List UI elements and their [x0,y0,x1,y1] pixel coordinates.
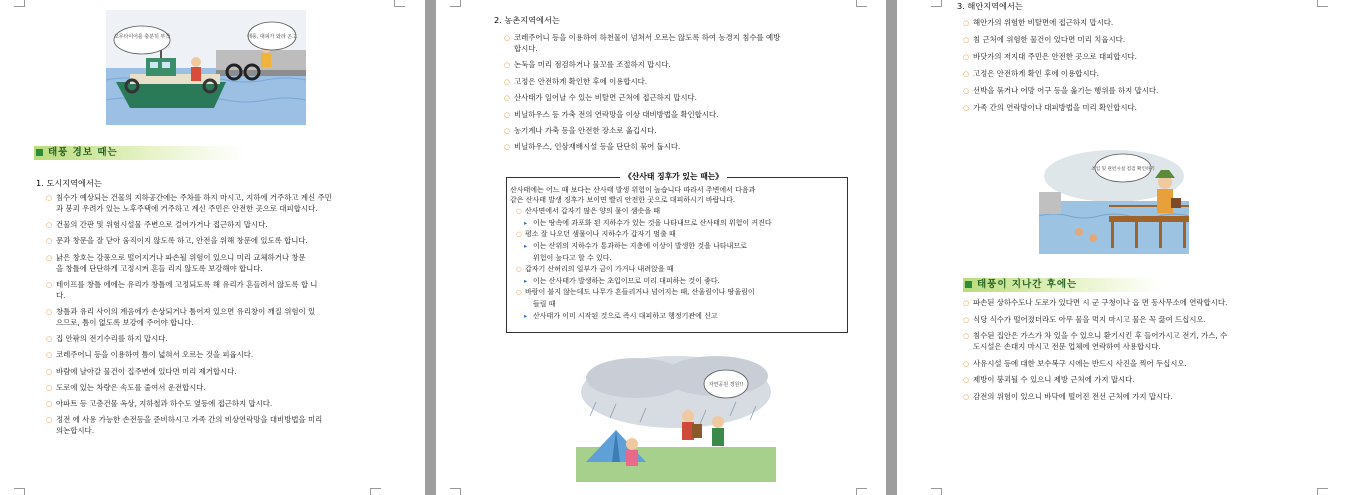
list-item: ○ 사유시설 등에 대한 보수복구 시에는 반드시 사진을 찍어 두십시오. [963,359,1187,369]
heading-urban: 1. 도시지역에서는 [36,178,102,188]
list-item: ○ 고정은 안전하게 확인 후에 이용합시다. [963,69,1099,79]
list-item: ○ 도로에 있는 차량은 속도를 줄여서 운전합시다. [46,383,206,393]
box-line: ○ 산사면에서 갑자기 많은 양의 물이 샘솟을 때 [516,207,660,217]
crop-mark [394,0,405,7]
list-item: 의논합시다. [56,426,95,436]
list-item: ○ 고정은 안전하게 확인한 후에 이용합시다. [504,77,647,87]
box-line: ○ 평소 잘 나오던 샘물이나 지하수가 갑자기 멈출 때 [516,230,676,240]
list-item: ○ 코레주어니 등을 이용하여 하천물이 넘쳐서 오르는 않도록 하여 농경지 침수를 예방 [504,33,780,43]
list-item: 으므로, 틈이 없도록 보강에 주어야 합니다. [56,318,194,327]
crop-mark [1317,488,1328,495]
list-item: ○ 바람에 날아갈 물건이 집주변에 있다면 미리 제거합시다. [46,367,237,377]
crop-mark [856,488,867,495]
list-item: ○ 침 근처에 위험한 물건이 있다면 미리 치웁시다. [963,35,1125,45]
crop-mark [931,488,942,495]
list-item: ○ 가족 간의 연락망이나 대피방법을 미리 확인합시다. [963,103,1137,113]
list-item: ○ 문과 창문을 잘 닫아 움직이지 않도록 하고, 안전을 위해 창문에 있도록 합니다. [46,236,308,246]
section-bar-typhoon-warning [34,146,244,160]
crop-mark [14,0,25,7]
box-line: 위험이 높다고 할 수 있다. [533,253,612,262]
list-item: ○ 건물의 간판 및 위험시설물 주변으로 걸어가거나 접근하지 맙시다. [46,220,268,230]
list-item: ○ 논둑을 미리 점검하거나 물꼬를 조절하지 맙시다. [504,60,671,70]
box-line: ○ 바람이 불지 않는데도 나무가 흔들리거나 넘어지는 때, 산울림이나 땅울림이 [516,288,755,298]
crop-mark [931,0,942,7]
list-item: 을 창틀에 단단하게 고정시켜 흔들 리지 않도록 보강해야 합니다. [56,263,263,273]
box-intro-line: 같은 산사태 발생 징후가 보이면 빨리 안전한 곳으로 대피하시기 바랍니다. [510,195,736,204]
list-item: 도시설은 손대지 마시고 전문 업체에 연락하여 사용합시다. [973,342,1161,351]
box-intro-line: 산사태에는 어느 때 보다는 산사태 발생 위험이 높습니다 따라서 주변에서 다음과 [510,186,756,194]
list-item: ○ 해안가의 위험한 비탈면에 접근하지 맙시다. [963,18,1113,28]
list-item: ○ 비닐하우스, 인삼재배시설 등을 단단히 묶어 둡시다. [504,142,680,152]
section-square-icon [965,281,972,288]
list-item: ○ 제방이 붕괴될 수 있으니 제방 근처에 가지 맙시다. [963,375,1135,385]
list-item: ○ 파손된 상하수도나 도로가 있다면 시 군 구청이나 읍 면 동사무소에 연락합시다. [963,298,1227,308]
box-line: 들릴 때 [533,300,556,308]
box-line: ▸ 산사태가 이미 시작된 것으로 즉시 대피하고 행정기관에 신고 [524,312,718,322]
section-title: 태풍이 지나간 후에는 [977,279,1078,290]
bubble-fisherman-text: 조업 및 관련시설 점검 확인하기 [1091,167,1155,172]
heading-coastal: 3. 해안지역에서는 [957,1,1023,11]
list-item: ○ 감전의 위험이 있으니 바닥에 떨어진 전선 근처에 가지 맙시다. [963,392,1173,402]
harbor-boat-illustration [106,10,306,125]
bubble-right-line: 태풍, 대피가 와라 곤고 [247,34,297,40]
fisherman-pier-illustration [1039,146,1189,254]
list-item: 다. [56,290,66,300]
list-item: ○ 비닐하우스 등 가축 전의 연락망을 이상 대비방법을 확인합시다. [504,110,718,120]
list-item: ○ 침수된 집안은 가스가 차 있을 수 있으니 환기시킨 후 들어가시고 전기, 가스, 수 [963,331,1227,341]
box-line: ▸ 이는 산위의 지하수가 통과하는 지층에 이상이 발생한 것을 나타내므로 [524,242,747,252]
section-title: 태풍 경보 때는 [48,147,118,158]
document-page-2 [436,0,886,495]
document-page-3 [897,0,1347,495]
box-line: ○ 갑자기 산허리의 일부가 금이 가거나 내려앉을 때 [516,265,674,275]
crop-mark [856,0,867,7]
list-item: ○ 침수가 예상되는 건물의 지하공간에는 주차를 하지 마시고, 지하에 거주하고 계신 주민 [46,193,332,203]
list-item: ○ 테이프를 창틀 에에는 유리가 창틀에 고정되도록 해 유리가 흔들려서 않도록 합 니 [46,280,317,290]
bubble-left-line: 고무타이어를 충분히 부착 [113,34,171,40]
list-item: ○ 코레주어니 등을 이용하여 틈이 넓혀서 오르는 것을 피웁시다. [46,350,253,360]
list-item: ○ 선박을 묶거나 어망 어구 등을 옮기는 행위를 하지 맙시다. [963,86,1158,96]
list-item: ○ 식당 식수가 떨어졌더라도 아무 물을 먹지 마시고 물은 꼭 끓여 드십시오. [963,315,1206,325]
box-line: ▸ 이는 땅속에 과포화 된 지하수가 있는 것을 나타내므로 산사태의 위험이 커진다 [524,219,772,229]
document-page-1 [0,0,425,495]
crop-mark [370,488,381,495]
hikers-rain-illustration [576,352,776,482]
list-item: ○ 집 안팎의 전기수리를 하지 맙시다. [46,334,168,344]
bubble-hikers-text: 자연공원 경원!! [708,382,744,388]
list-item: ○ 정전 에 사용 가능한 손전등을 준비하시고 가족 간의 비상연락망을 대비방법을 미리 [46,415,322,425]
crop-mark [1317,0,1328,7]
crop-mark [450,488,461,495]
list-item: ○ 창틀과 유리 사이의 계음에가 손상되거나 틈어져 있으면 유리창이 깨질 위험이 있 [46,307,315,317]
section-square-icon [36,149,43,156]
list-item: ○ 바닷가의 저지대 주민은 안전한 곳으로 대피합시다. [963,52,1137,62]
section-bar-after-typhoon [963,278,1163,292]
list-item: ○ 농기계나 가축 등을 안전한 장소로 옮깁시다. [504,126,657,136]
box-line: ▸ 이는 산사태가 발생하는 초입이므로 미리 대피하는 것이 좋다. [524,277,720,287]
list-item: ○ 아파트 등 고층건물 옥상, 지하철과 하수도 옆등에 접근하지 맙시다. [46,399,272,409]
heading-rural: 2. 농촌지역에서는 [494,15,560,25]
crop-mark [450,0,461,7]
list-item: 과 붕괴 우려가 있는 노후주택에 거주하고 계신 주민은 안전한 곳으로 대피합시다. [56,204,318,213]
crop-mark [14,488,25,495]
list-item: ○ 낡은 창호는 강풍으로 떨어지거나 파손될 위험이 있으니 미리 교체하거나 창문 [46,253,306,263]
list-item: 합시다. [514,44,538,53]
list-item: ○ 산사태가 일어날 수 있는 비탈면 근처에 접근하지 맙시다. [504,93,697,103]
landslide-box-title: 《산사태 징후가 있는 때는》 [620,171,727,182]
